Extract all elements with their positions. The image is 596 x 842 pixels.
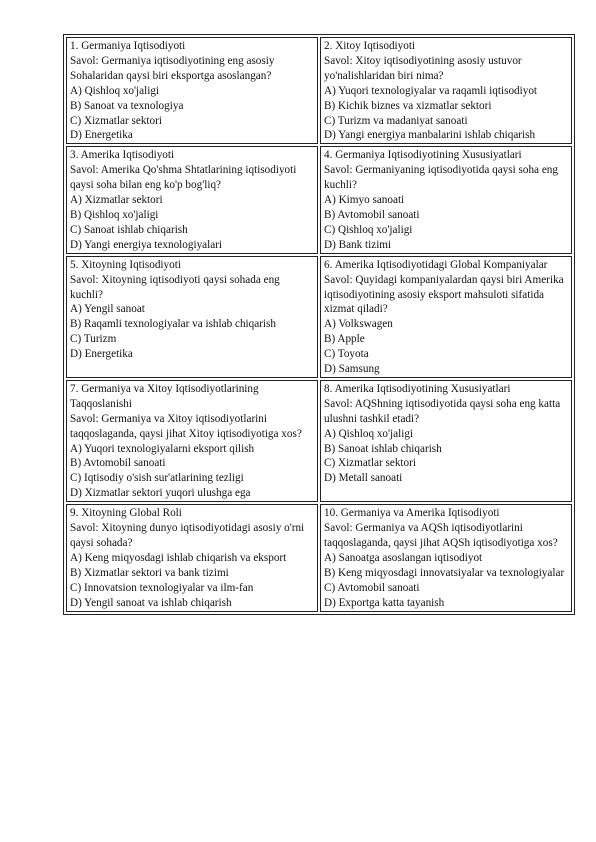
answer-option: D) Samsung <box>324 363 380 376</box>
answer-option: C) Xizmatlar sektori <box>70 114 162 127</box>
answer-option: C) Avtomobil sanoati <box>324 581 420 594</box>
table-row <box>66 37 572 144</box>
quiz-table <box>63 34 575 615</box>
answer-option: A) Yuqori texnologiyalar va raqamli iqtisodiyot <box>324 84 538 97</box>
answer-option: B) Avtomobil sanoati <box>70 457 166 470</box>
table-row <box>66 504 572 611</box>
question-text: Savol: Amerika Qo'shma Shtatlarining iqtisodiyoti <box>70 164 297 177</box>
question-text: Savol: Xitoyning iqtisodiyoti qaysi sohada eng kuchli? <box>70 273 280 301</box>
question-title: 1. Germaniya Iqtisodiyoti <box>70 40 186 52</box>
answer-option: B) Keng miqyosdagi innovatsiyalar va texnologiyalar <box>324 566 565 579</box>
answer-option: D) Metall sanoati <box>324 472 403 485</box>
question-text: Savol: Xitoyning dunyo iqtisodiyotidagi asosiy o'rni qaysi sohada? <box>70 522 305 549</box>
table-row <box>66 256 572 378</box>
question-cell-10 <box>320 504 572 611</box>
answer-option: C) Innovatsion texnologiyalar va ilm-fan <box>70 581 254 594</box>
answer-option: C) Toyota <box>324 348 369 361</box>
answer-option: A) Xizmatlar sektori <box>70 194 163 207</box>
answer-option: D) Exportga katta tayanish <box>324 596 445 609</box>
question-title: 7. Germaniya va Xitoy Iqtisodiyotlarining Taqqoslanishi <box>70 382 259 410</box>
answer-option: C) Iqtisodiy o'sish sur'atlarining tezligi <box>70 472 244 485</box>
answer-option: B) Apple <box>324 333 365 346</box>
answer-option: B) Avtomobil sanoati <box>324 208 420 221</box>
answer-option: A) Keng miqyosdagi ishlab chiqarish va eksport <box>70 551 287 564</box>
question-text: Savol: Germaniya iqtisodiyotining eng asosiy Sohalaridan qaysi biri eksportga asoslangan? <box>70 54 275 82</box>
answer-option: A) Yuqori texnologiyalarni eksport qilish <box>70 442 255 455</box>
question-title: 6. Amerika Iqtisodiyotidagi Global Kompaniyalar <box>324 258 548 271</box>
question-title: 2. Xitoy Iqtisodiyoti <box>324 40 416 52</box>
answer-option: C) Qishloq xo'jaligi <box>324 223 413 236</box>
answer-option: D) Energetika <box>70 129 133 142</box>
answer-option: D) Energetika <box>70 348 133 361</box>
question-cell-7 <box>66 380 318 502</box>
answer-option: B) Raqamli texnologiyalar va ishlab chiqarish <box>70 318 276 331</box>
answer-option: B) Kichik biznes va xizmatlar sektori <box>324 99 492 112</box>
question-text: Savol: Quyidagi kompaniyalardan qaysi biri Amerika iqtisodiyotining asosiy eksport mahsuloti sifatida xizmat qiladi? <box>324 273 564 316</box>
answer-option: C) Turizm va madaniyat sanoati <box>324 114 468 127</box>
answer-option: A) Qishloq xo'jaligi <box>324 427 414 440</box>
question-text: Savol: Germaniya va Xitoy iqtisodiyotlarini taqqoslaganda, qaysi jihat Xitoy iqtisodiyotiga xos? <box>70 412 302 440</box>
question-title: 8. Amerika Iqtisodiyotining Xususiyatlari <box>324 382 511 395</box>
question-cell-9 <box>66 504 318 611</box>
answer-option: D) Xizmatlar sektori yuqori ulushga ega <box>70 487 251 500</box>
answer-option: A) Kimyo sanoati <box>324 194 405 207</box>
question-title: 9. Xitoyning Global Roli <box>70 507 182 520</box>
answer-option: A) Volkswagen <box>324 318 393 331</box>
question-text: Savol: Germaniya va AQSh iqtisodiyotlarini taqqoslaganda, qaysi jihat AQSh iqtisodiyotiga xos? <box>324 522 558 549</box>
question-text: Savol: Germaniyaning iqtisodiyotida qaysi soha eng kuchli? <box>324 164 558 192</box>
question-cell-6 <box>320 256 572 378</box>
answer-option: D) Yangi energiya texnologiyalari <box>70 238 223 251</box>
question-title: 5. Xitoyning Iqtisodiyoti <box>70 258 181 271</box>
question-text: Savol: AQShning iqtisodiyotida qaysi soha eng katta ulushni tashkil etadi? <box>324 397 561 425</box>
question-cell-4 <box>320 146 572 253</box>
answer-option: D) Yangi energiya manbalarini ishlab chiqarish <box>324 129 536 142</box>
answer-option: C) Turizm <box>70 333 117 346</box>
answer-option: A) Sanoatga asoslangan iqtisodiyot <box>324 551 483 564</box>
question-title: 4. Germaniya Iqtisodiyotining Xususiyatlari <box>324 149 522 162</box>
answer-option: B) Xizmatlar sektori va bank tizimi <box>70 566 229 579</box>
question-cell-2 <box>320 37 572 144</box>
question-cell-5 <box>66 256 318 378</box>
answer-option: D) Yengil sanoat va ishlab chiqarish <box>70 596 232 609</box>
question-cell-8 <box>320 380 572 502</box>
answer-option: C) Sanoat ishlab chiqarish <box>70 223 188 236</box>
question-text-continued: qaysi soha bilan eng ko'p bog'liq? <box>70 179 221 192</box>
answer-option: D) Bank tizimi <box>324 238 392 251</box>
answer-option: C) Xizmatlar sektori <box>324 457 416 470</box>
question-title: 10. Germaniya va Amerika Iqtisodiyoti <box>324 507 500 520</box>
answer-option: A) Yengil sanoat <box>70 303 145 316</box>
table-row <box>66 146 572 253</box>
question-cell-1 <box>66 37 318 144</box>
answer-option: B) Sanoat ishlab chiqarish <box>324 442 442 455</box>
answer-option: B) Qishloq xo'jaligi <box>70 208 159 221</box>
question-cell-3 <box>66 146 318 253</box>
answer-option: A) Qishloq xo'jaligi <box>70 84 160 97</box>
question-title: 3. Amerika Iqtisodiyoti <box>70 149 175 162</box>
answer-option: B) Sanoat va texnologiya <box>70 99 184 112</box>
question-text: Savol: Xitoy iqtisodiyotining asosiy ustuvor yo'nalishlaridan biri nima? <box>324 54 522 82</box>
table-row <box>66 380 572 502</box>
